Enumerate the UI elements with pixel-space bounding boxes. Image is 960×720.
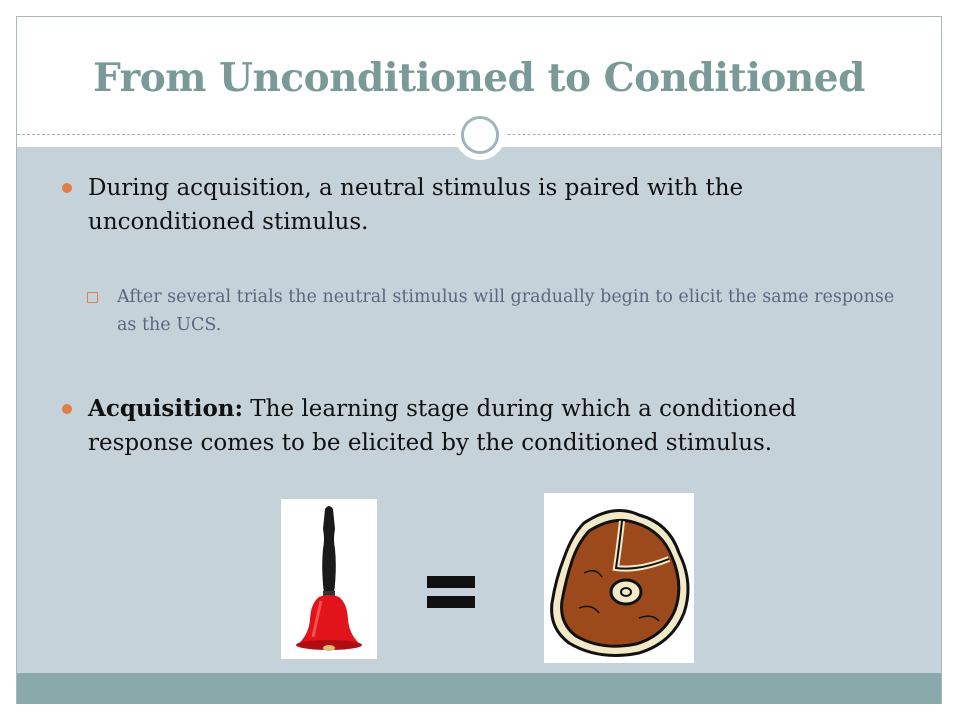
bullet-dot-icon [62, 404, 72, 414]
bullet-item-2 [88, 392, 898, 460]
slide-title: From Unconditioned to Conditioned [93, 55, 865, 101]
slide-frame [16, 16, 942, 704]
bullet-text-1: During acquisition, a neutral stimulus is paired with the unconditioned stimulus. [88, 175, 744, 235]
ring-ornament-icon [455, 110, 505, 160]
term-acquisition: Acquisition: [88, 395, 243, 422]
equals-bar-bottom [427, 596, 475, 608]
bullet-dot-icon [62, 183, 72, 193]
equals-sign-icon [427, 572, 475, 612]
sub-bullet-square-icon [87, 292, 98, 303]
sub-bullet-item [117, 283, 907, 339]
bullet-text-2: The learning stage during which a conditioned response comes to be elicited by the conditioned stimulus. [88, 396, 797, 456]
sub-bullet-text: After several trials the neutral stimulus will gradually begin to elicit the same response as the UCS. [117, 287, 895, 335]
steak-image [544, 493, 694, 663]
bell-icon [281, 499, 377, 659]
equals-bar-top [427, 576, 475, 588]
ring-inner [461, 116, 499, 154]
bell-image [281, 499, 377, 659]
steak-icon [544, 493, 694, 663]
footer-bar [17, 673, 941, 704]
bullet-item-1 [88, 171, 868, 239]
